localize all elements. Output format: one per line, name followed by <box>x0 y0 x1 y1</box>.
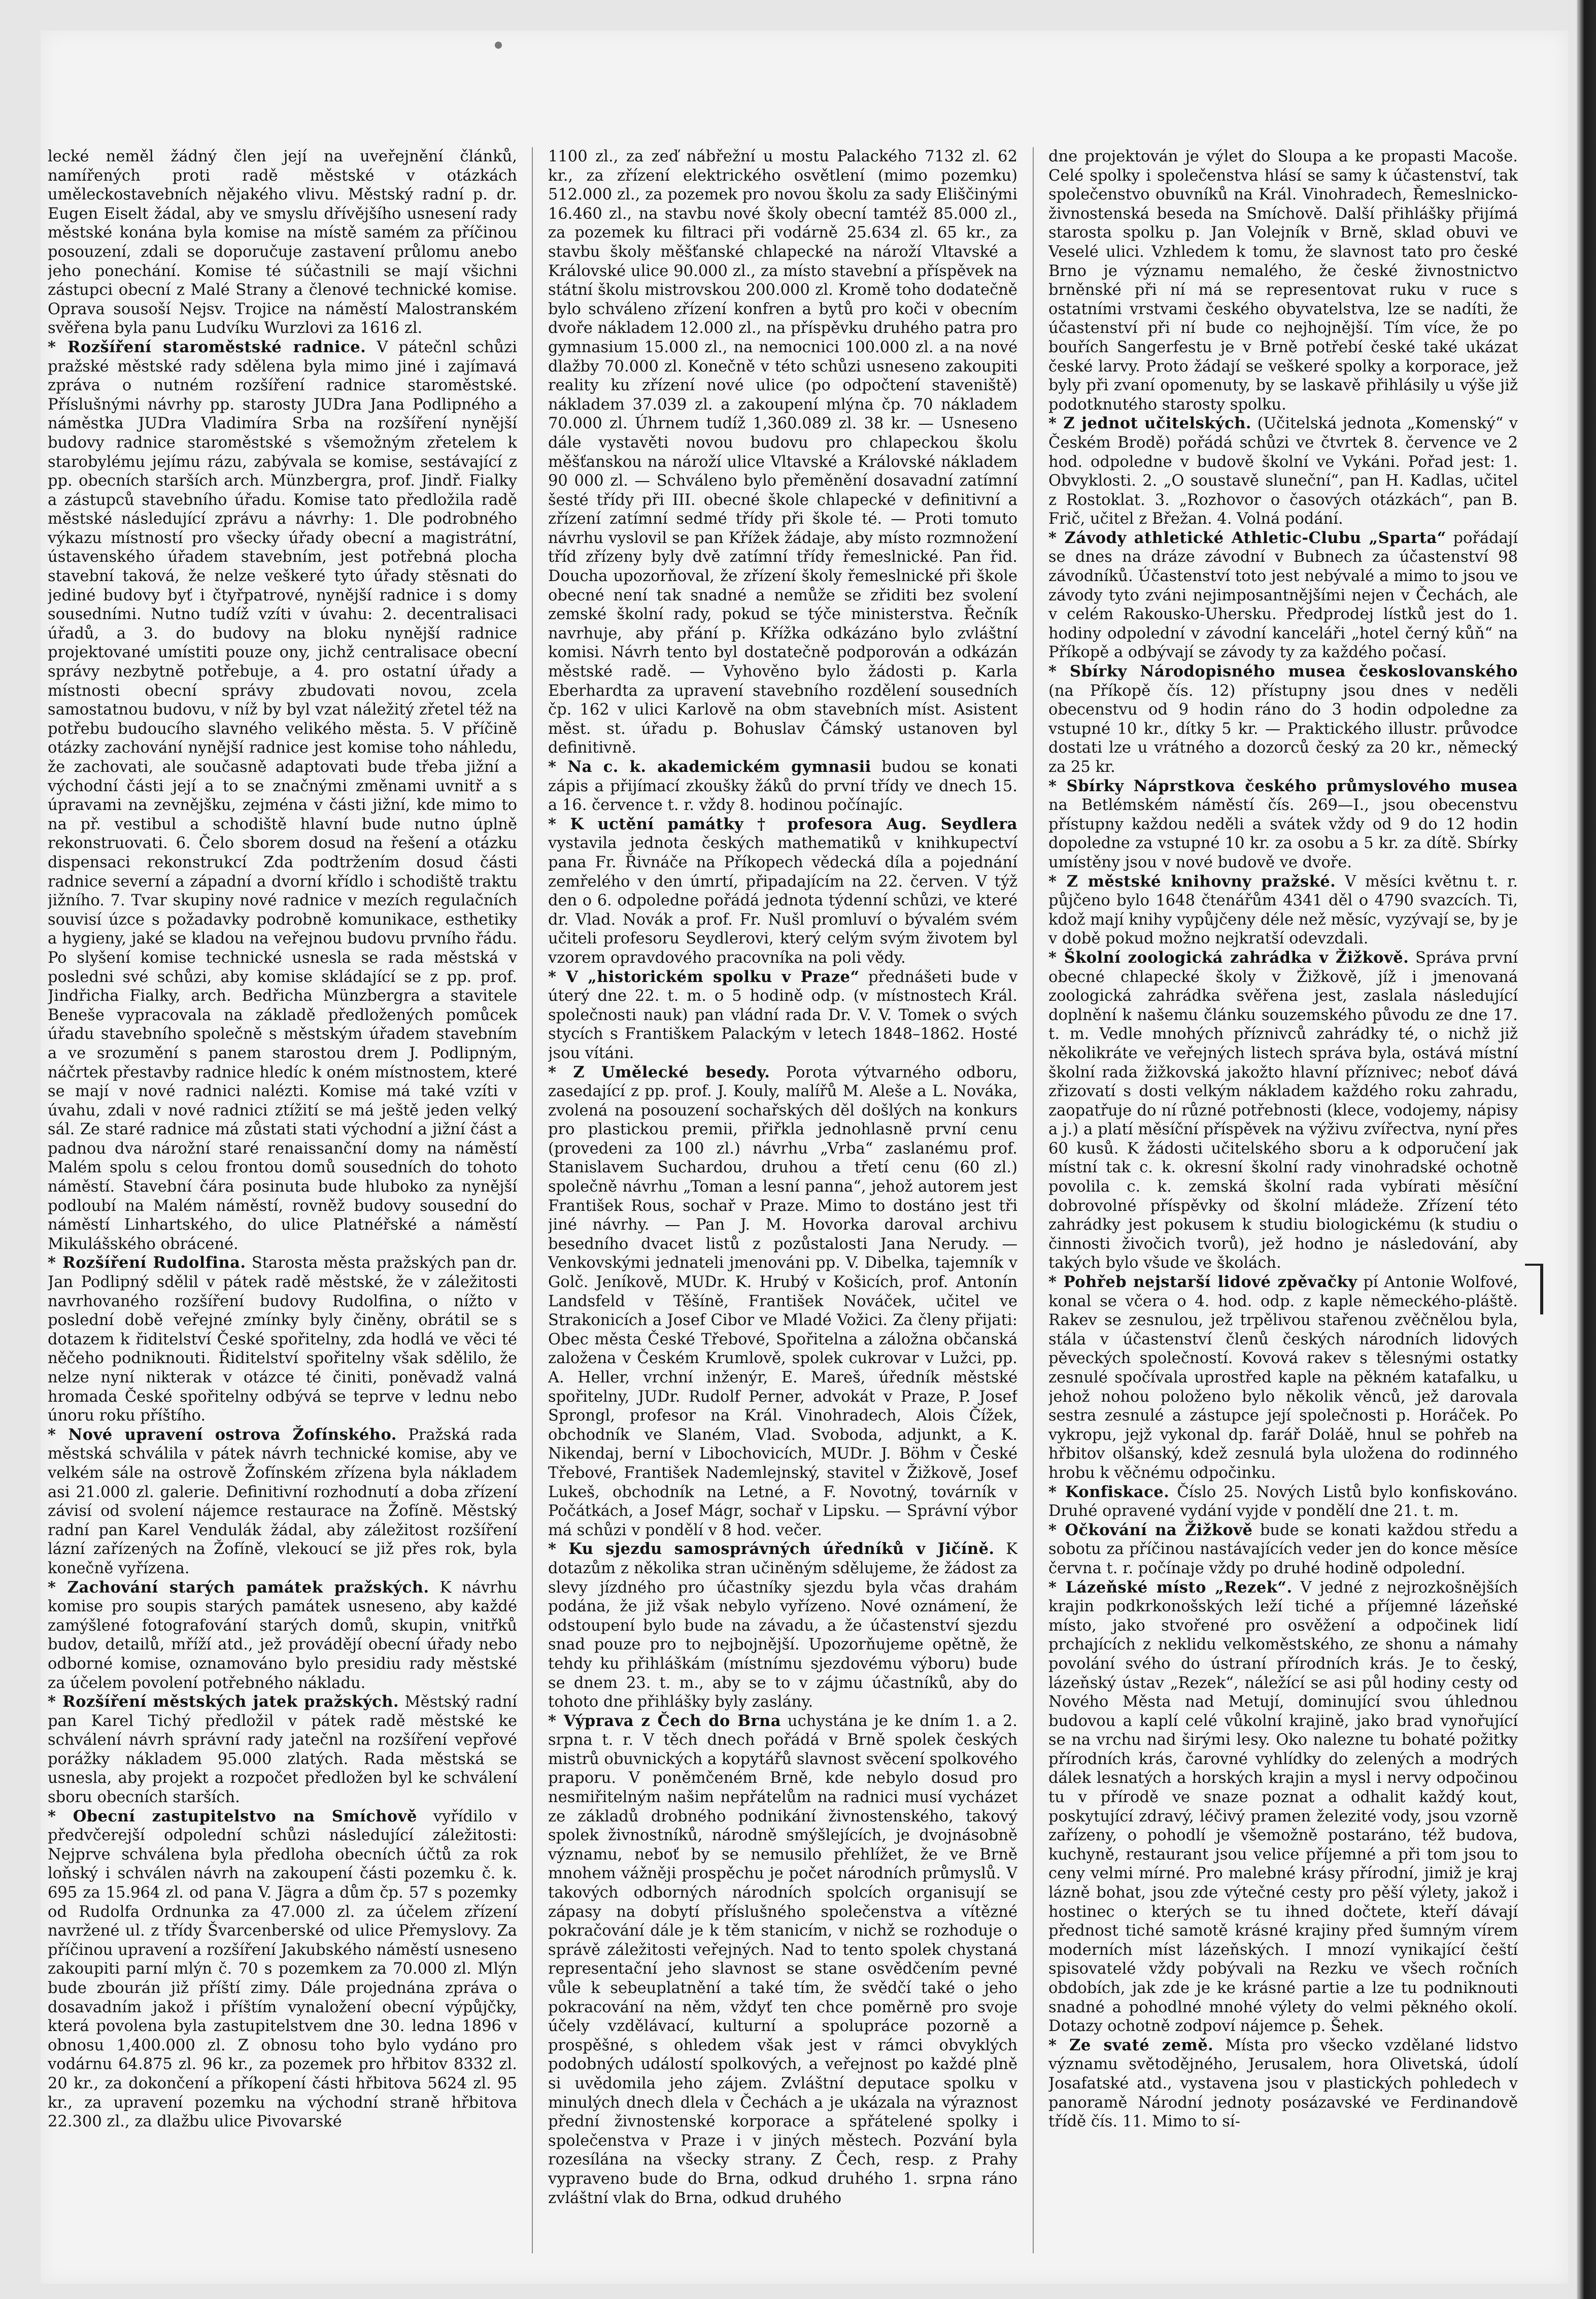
section-heading: * Pohřeb nejstarší lidové zpěvačky <box>1048 1273 1357 1292</box>
paragraph <box>48 1578 517 1693</box>
paragraph-text: V jedné z nejrozkošnějších krajin podkrkonošských leží tiché a příjemné lázeňské místo, jako stvořené pro osvěžení a odpočinek lidí prchajících z neklidu velkoměstského, ze shonu a námahy povolání svého do ústraní přírodních krás. Je to český, lázeňský ústav „Rezek“, náležící se asi půl hodiny cesty od Nového Města nad Metují, dominující svou úhlednou budovou a kaplí celé vůkolní krajině, jako brad vynořující se na vrchu nad širými lesy. Oko nalezne tu bohaté požitky přírodních krás, čarovné vyhlídky do zelených a modrých dálek lesnatých a horských krajin a mysl i nervy odpočinou tu v přírodě ve snaze poznat a odhalit každý kout, poskytující zdravý, léčivý pramen železité vody, jsou vzorně zařízeny, o pohodlí je všemožně postaráno, též budova, kuchyně, restaurant jsou velice příjemné a při tom jsou to ceny velmi mírné. Pro malebné krásy přírodní, jimiž je kraj lázně bohat, jsou zde výtečné cesty pro pěší výlety, jakož i hostinec o kterých se tu ihned dočtete, kteří dávají přednost tiché samotě krásné krajiny před šumným vírem moderních míst lázeňských. I mnozí vynikající čeští spisovatelé vždy pobývali na Rezku ve všech ročních obdobích, jak zde je ke krásné partie a lze tu podniknouti snadné a pohodlné mnohé výlety do velmi pěkného okolí. Dotazy ochotně zodpoví nájemce p. Šehek. <box>1048 1578 1518 2036</box>
section-heading: * Obecní zastupitelstvo na Smíchově <box>48 1807 417 1825</box>
paragraph-text: V pátečnl schůzi pražské městské rady sdělena byla mimo jiné i zajímavá zpráva o nutném rozšíření radnice staroměstské. Příslušnými návrhy pp. starosty JUDra Jana Podlipného a náměstka JUDra Vladimíra Srba na rozšíření nynější budovy radnice staroměstské s všemožným zřetelem k starobylému jejímu rázu, zabývala se komise, sestávající z pp. obecních starších arch. Münzbergra, prof. Jindř. Fialky a zástupců stavebního úřadu. Komise tato předložila radě městské následující zprávu a návrhy: 1. Dle podrobného výkazu místností pro všecky úřady obecní a magistrátní, ústavenského úřadem stavebním, jest potřebná plocha stavební taková, že nelze veškeré tyto úřady stěsnati do jediné budovy byť i čtyřpatrové, nynější radnice i s domy sousedními. Nutno tudíž vzíti v úvahu: 2. decentralisaci úřadů, a 3. do budovy na bloku nynější radnice projektované umístiti pouze ony, jichž centralisace obecní správy nezbytně potřebuje, a 4. pro ostatní úřady a místnosti obecní správy zbudovati novou, zcela samostatnou budovu, v níž by byl vzat náležitý zřetel též na potřebu budoucího slavného velikého města. 5. V příčině otázky zachování nynější radnice jest komise toho náhledu, že zachovati, ale současně adaptovati bude třeba jižní a východní části její a to se značnými změnami uvnitř a s úpravami na zevnějšku, zejména v části jižní, kde mimo to na př. vestibul a schodiště hlavní bude nutno úplně rekonstruovati. 6. Čelo sborem dosud na řešení a otázku dispensaci rekonstrukcí Zda podtržením dosud části radnice severní a západní a dvorní křídlo i schodiště traktu jižního. 7. Tvar skupiny nové radnice v mezích regulačních souvisí úzce s požadavky podrobně komunikace, esthetiky a hygieny, jaké se kladou na veřejnou budovu prvního řádu. Po slyšení komise technické usnesla se rada městská v posledni své schůzi, aby komise skládající se z pp. prof. Jindřicha Fialky, arch. Bedřicha Münzbergra a stavitele Beneše vypracovala na základě předložených pomůcek úřadu stavebního společně s městským úřadem stavebním a ve srozumění s panem starostou drem J. Podlipným, náčrtek přestavby radnice hledíc k oném místnostem, které se mají v nové radnici nalézti. Komise má také vzíti v úvahu, zdali v nové radnici ztížití se má ještě jeden velký sál. Ze staré radnice má zůstati stati východní a jižní část a padnou dva nárožní staré renaissanční domy na náměstí Malém spolu s celou frontou domů sousedních do tohoto náměstí. Stavební čára posinuta bude hluboko za nynější podloubí na Malém náměstí, rovněž budovy sousední do náměstí Linhartského, do ulice Platnéřské a náměstí Mikulášského obrácené. <box>48 338 517 1253</box>
section-heading: * V „historickém spolku v Praze“ <box>548 967 860 986</box>
paragraph <box>548 1063 1017 1540</box>
paragraph-text: dne projektován je výlet do Sloupa a ke propasti Macoše. Celé spolky i společenstva hlásí se samy k účastenství, tak společenstvo obuvníků na Král. Vinohradech, Řemeslnicko-živnostenská beseda na Smíchově. Další přihlášky přijímá starosta spolku p. Jan Volejník v Brně, sklad obuvi ve Veselé ulici. Vzhledem k tomu, že slavnost tato pro české Brno je významu nemalého, že české živnostnictvo brněnské při ní má se representovat ruku v ruce s ostatními vrstvami českého obyvatelstva, lze se nadíti, že účastenství při ní bude co nejhojnější. Tím více, že po bouřích Sangerfestu je v Brně potřebí české také ukázat české larvy. Proto žádají se veškeré spolky a korporace, jež byly při zvaní opomenuty, by se laskavě přihlásily u výše již podotknutého starosty spolku. <box>1048 148 1518 414</box>
section-heading: * Lázeňské místo „Rezek“. <box>1048 1578 1293 1597</box>
section-heading: * K uctění památky † profesora Aug. Seydlera <box>548 815 1017 833</box>
paragraph <box>1048 949 1518 1273</box>
section-heading: * Z městské knihovny pražské. <box>1048 872 1336 891</box>
paragraph <box>48 1693 517 1807</box>
section-heading: * Sbírky Náprstkova českého průmyslového musea <box>1048 776 1518 795</box>
section-heading: * Zachování starých památek pražských. <box>48 1578 429 1597</box>
section-heading: * Sbírky Národopisného musea českoslovanského <box>1048 662 1518 681</box>
section-heading: * Rozšíření městských jatek pražských. <box>48 1693 399 1711</box>
column-rule <box>1033 147 1034 2253</box>
paragraph-text: Správa první obecné chlapecké školy v Žižkově, jíž i jmenovaná zoologická zahrádka svěřena jest, zaslala následující doplnění k našemu článku souzemského původu ze dne 17. t. m. Vedle mnohých příznivců zahrádky té, o nichž již několikráte ve veřejných listech správa byla, ostává místní školní rada žižkovská jakožto hlavní příznivec; neboť dává zřizovatí s dosti velkým nákladem každého roku zahradu, zaopatřuje do ní různé potřebnosti (klece, vodojemy, nápisy a j.) a platí měsíční příspěvek na výživu zvířectva, nyní přes 60 kusů. K žádosti učitelského sboru a k odporučení jak místní tak c. k. okresní školní rady vinohradské ochotně povolila c. k. zemská školní rada vybírati měsíční dobrovolné příspěvky od školní mládeže. Zřízení této zahrádky jest pokusem k studiu biologickému (k studiu o činnosti živočich tvorů), jež hodno je následování, aby takých bylo všude ve školách. <box>1048 949 1518 1272</box>
section-heading: * Konfiskace. <box>1048 1482 1170 1501</box>
newspaper-page <box>41 30 1568 2284</box>
paragraph <box>1048 872 1518 949</box>
paragraph-text: na Betlémském náměstí čís. 269—I., jsou obecenstvu přístupny každou neděli a svátek vždy od 9 do 12 hodin dopoledne za vstupné 10 kr. za osobu a 5 kr. za dítě. Sbírky umístěny jsou v nové budově ve dvoře. <box>1048 796 1518 871</box>
section-heading: * Nové upravení ostrova Žofínského. <box>48 1425 397 1444</box>
paragraph-text: uchystána je ke dním 1. a 2. srpna t. r. V těch dnech pořádá v Brně spolek českých mistrů obuvnických a kopytářů slavnost svěcení spolkového praporu. V poněmčeném Brně, kde nebylo dosud pro nesmiřitelným našim nepřátelům na radnici musí vycházet ze základů drobného podnikání živnostenského, takový spolek živnostníků, národně smýšlejících, je dvojnásobně významu, neboť by se nemusilo přehlížet, že ve Brně mnohem vážněji prospěchu je počet národních průmyslů. V takových odborných národních spolcích organisují se zápasy na dobytí příslušného společenstva a vítězné pokračování dále je k těm stanicím, v nichž se rozhoduje o správě záležitosti veřejných. Nad to tento spolek chystaná representační jeho slavnost se stane osvědčením pevné vůle k sebeuplatnění a také tím, že svědčí také o jeho pokracování na něm, vždyť ten chce poměrně pro svoje účely vzdělávací, kulturní a spolupráce pozorně a prospěšné, s ohledem však jest v rámci obvyklých podobných událostí spolkových, a veřejnost po každé plně si uvědomila jeho zájem. Zvláštní deputace spolku v minulých dnech dlela v Čechách a je ukázala na výraznost přední živnostenské korporace a spřátelené spolky i společenstva v Praze i v jiných městech. Pozvání byla rozesílána na všecky strany. Z Čech, resp. z Prahy vypraveno bude do Brna, odkud druhého 1. srpna ráno zvláštní vlak do Brna, odkud druhého <box>548 1712 1017 2207</box>
paragraph <box>48 147 517 338</box>
margin-bracket-tip <box>1525 1264 1543 1266</box>
paragraph-text: bude se konati každou středu a sobotu za příčinou nastávajících veder jen do konce měsíce června t. r. počínaje vždy po druhé hodině odpolední. <box>1048 1521 1518 1577</box>
page-edge-shadow <box>1577 0 1596 2299</box>
paragraph-text: 1100 zl., za zeď nábřežní u mostu Palackého 7132 zl. 62 kr., za zřízení elektrického osvětlení (mimo pozemku) 512.000 zl., za pozemek pro novou školu za sady Eliščinými 16.460 zl., na stavbu nové školy obecní tamtéž 85.000 zl., za pozemek ku filtraci při vodárně 25.634 zl. 65 kr., za stavbu školy měšťanské chlapecké na nároží Vltavské a Královské ulice 90.000 zl., za místo stavební a příspěvek na státní školu mistrovskou 200.000 zl. Kromě toho dodatečně bylo schváleno zřízení konfren a bytů pro koči v obecním dvoře nákladem 12.000 zl., na příspěvku druhého patra pro gymnasium 15.000 zl., na nemocnici 100.000 zl. a na nové dlažby 70.000 zl. Konečně v této schůzi usneseno zakoupiti reality ku zřízení nové ulice (po odpočtení staveniště) nákladem 37.039 zl. a zakoupení mlýna čp. 70 nákladem 70.000 zl. Úhrnem tudíž 1,360.089 zl. 38 kr. — Usneseno dále vystavěti novou budovu pro chlapeckou školu měšťanskou na nároží ulice Vltavské a Královské nákladem 90 000 zl. — Schváleno bylo přeměnění dosavadní zatímní šesté třídy při III. obecné škole chlapecké v definitivní a zřízení zatímní sedmé třídy při škole té. — Proti tomuto návrhu vyslovil se pan Křížek žádaje, aby místo rozmnožení tříd zřízeny byly dvě zatímní třídy řemeslnické. Pan řid. Doucha upozorňoval, že zřízení školy řemeslnické při škole obecné není tak snadné a nemůže se zřiditi bez svolení zemské školní rady, pokud se týče ministerstva. Řečník navrhuje, aby přání p. Křížka odkázáno bylo zvláštní komisi. Návrh tento byl dostatečně podporován a odkázán městské radě. — Vyhověno bylo žádosti p. Karla Eberhardta za upravení stavebního rozdělení sousedních čp. 162 v ulici Karlově na obm stavebních míst. Asistent měst. st. úřadu p. Bohuslav Čámský ustanoven byl definitivně. <box>548 148 1017 757</box>
section-heading: * Ze svaté země. <box>1048 2036 1214 2054</box>
paragraph-text: přednášeti bude v úterý dne 22. t. m. o 5 hodině odp. (v místnostech Král. společnosti nauk) pan vládní rada Dr. V. V. Tomek o svých stycích s Františkem Palackým v letech 1848–1862. Hosté jsou vítáni. <box>548 968 1017 1062</box>
section-heading: * Výprava z Čech do Brna <box>548 1711 781 1730</box>
paragraph <box>548 968 1017 1063</box>
paragraph-text: V měsíci květnu t. r. půjčeno bylo 1648 čtenářům 4341 děl o 4790 svazcích. Ti, kdož mají knihy vypůjčeny déle než měsíc, vyzývají se, by je v době pokud možno nejkratší odevzdali. <box>1048 872 1518 948</box>
column-rule <box>532 147 533 2253</box>
section-heading: * Z jednot učitelských. <box>1048 414 1251 433</box>
paragraph-text: (na Příkopě čís. 12) přístupny jsou dnes v neděli obecenstvu od 9 hodin ráno do 3 hodin odpoledne za vstupné 10 kr., dítky 5 kr. — Praktického illustr. průvodce dostati lze u vrátného a dozorců český za 20 kr., německý za 25 kr. <box>1048 682 1518 776</box>
paragraph <box>1048 147 1518 414</box>
paragraph <box>48 1426 517 1578</box>
article-column-3 <box>1048 147 1518 2258</box>
section-heading: * Rozšíření Rudolfina. <box>48 1254 246 1272</box>
paragraph-text: pořádají se dnes na dráze závodní v Bubnech za účastenství 98 závodníků. Účastenství toto jest nebývalé a mimo to jsou ve závody tyto zváni nejimposantnějšími nejen v Čechách, ale v celém Rakousko-Uhersku. Předprodej lístků jest do 1. hodiny odpolední v závodní kanceláři „hotel černý kůň“ na Příkopě a odbývají se závody ty za každého počasí. <box>1048 529 1518 662</box>
paragraph <box>1048 662 1518 777</box>
paragraph-text: Starosta města pražských pan dr. Jan Podlipný sdělil v pátek radě městské, že v záležitosti navrhovaného rozšíření budovy Rudolfina, o nížto v poslední době veřejné zmínky byly činěny, obrátil se s dotazem k řiditelství České spořitelny, zda hodlá ve věci té něčeho podniknouti. Řiditelství spořitelny však sdělilo, že nelze nyní nikterak v otázce té činiti, poněvadž valná hromada České spořitelny odbývá se teprve v lednu nebo únoru roku příštího. <box>48 1254 517 1425</box>
paragraph <box>1048 1273 1518 1483</box>
paragraph <box>1048 529 1518 662</box>
paragraph <box>1048 1578 1518 2036</box>
section-heading: * Očkování na Žižkově <box>1048 1520 1253 1539</box>
article-column-1 <box>48 147 517 2258</box>
article-column-2 <box>548 147 1017 2258</box>
paragraph-text: vyřídilo v předvčerejší odpolední schůzi následující záležitosti: Nejprve schválena byla předloha obecních účtů za rok loňský i schválen návrh na zakoupení části pozemku č. k. 695 za 15.964 zl. od pana V. Jägra a dům čp. 57 s pozemky od Rudolfa Ordnunka za 47.000 zl. za účelem zřízení navržené ul. z třídy Švarcenberské od ulice Přemyslovy. Za příčinou upravení a rozšíření Jakubského náměstí usneseno zakoupiti parní mlýn č. 70 s pozemkem za 70.000 zl. Mlýn bude zbourán již příští zimy. Dále projednána zpráva o dosavadním jakož i příštím vynaložení obecní výpůjčky, která povolena byla zastupitelstvem dne 30. ledna 1896 v obnosu 1,400.000 zl. Z obnosu toho bylo vydáno pro vodárnu 64.875 zl. 96 kr., za pozemek pro hřbitov 8332 zl. 20 kr., za dokončení a příkopení části hřbitova 5624 zl. 95 kr., za upravení pozemku na východní straně hřbitova 22.300 zl., za dlažbu ulice Pivovarské <box>48 1807 517 2131</box>
paragraph-text: budou se konati zápis a přijímací zkoušky žáků do první třídy ve dnech 15. a 16. července t. r. vždy 8. hodinou počínajíc. <box>548 758 1017 815</box>
section-heading: * Rozšíření staroměstské radnice. <box>48 337 366 356</box>
paragraph-text: Číslo 25. Nových Listů bylo konfiskováno. Druhé opravené vydání vyjde v pondělí dne 21. t. m. <box>1048 1483 1518 1520</box>
paragraph-text: (Učitelská jednota „Komenský“ v Českém Brodě) pořádá schůzi ve čtvrtek 8. července ve 2 hod. odpoledne v budově školní ve Vykáni. Pořad jest: 1. Obvyklosti. 2. „O soustavě sluneční“, pan H. Kadlas, učitel z Rostoklat. 3. „Rozhovor o časových otázkách“, pan B. Frič, učitel z Břežan. 4. Volná podání. <box>1048 415 1518 528</box>
paragraph <box>548 1540 1017 1711</box>
paragraph-text: Pražská rada městská schválila v pátek návrh technické komise, aby ve velkém sále na ostrově Žofínském zřízena byla nákladem asi 21.000 zl. galerie. Definitivní rozhodnutí a doba zřízení závisí od svolení nájemce restaurace na Žofíně. Městský radní pan Karel Vendulák žádal, aby záležitost rozšíření lázní zařízených na Žofíně, vlekoucí se již přes rok, byla konečně vyřízena. <box>48 1426 517 1577</box>
section-heading: * Ku sjezdu samosprávných úředníků v Jičíně. <box>548 1540 995 1559</box>
paragraph <box>1048 414 1518 529</box>
section-heading: * Závody athletické Athletic-Clubu „Sparta“ <box>1048 528 1446 547</box>
paragraph <box>1048 1483 1518 1521</box>
paragraph-text: lecké neměl žádný člen její na uveřejnění článků, namířených proti radě městské v otázkách uměleckostavebních nějakého vlivu. Městský radní p. dr. Eugen Eiselt žádal, aby ve smyslu dřívějšího usnesení rady městské konána byla komise na místě samém za příčinou posouzení, zdali se doporučuje zastavení průlomu anebo jeho ponechání. Komise té súčastnili se mají všichni zástupci obecní z Malé Strany a členové technické komise. Oprava sousoší Nejsv. Trojice na náměstí Malostranském svěřena byla panu Ludvíku Wurzlovi za 1616 zl. <box>48 148 517 337</box>
paragraph <box>1048 1521 1518 1578</box>
paragraph <box>1048 777 1518 872</box>
paragraph <box>548 758 1017 815</box>
paragraph-text: pí Antonie Wolfové, konal se včera o 4. hod. odp. z kaple německého-pláště. Rakev se zesnulou, jež trpělivou stařenou zvěčnělou byla, stála v účastenství členů českých národních lidových pěveckých společností. Kovová rakev s tělesnými ostatky zesnulé spočívala uprostřed kaple na pěkném katafalku, u jehož nohou položeno bylo několik věnců, jež darovala sestra zesnulé a zástupce její společnosti p. Horáček. Po vykropu, jejž vykonal dp. farář Doláě, hnul se pohřeb na hřbitov olšanský, kdež zesnulá byla uložena do rodinného hrobu k věčnému odpočinku. <box>1048 1273 1518 1482</box>
paragraph-text: K návrhu komise pro soupis starých památek usneseno, aby každé zamýšlené fotografování starých domů, skupin, vnitřků budov, detailů, mříží atd., jež provádějí obecní úřady nebo odborné komise, oznamováno bylo presidiu rady městské za účelem povolení potřebného nákladu. <box>48 1578 517 1692</box>
paragraph <box>548 815 1017 968</box>
paragraph <box>48 1807 517 2132</box>
paragraph-text: Městský radní pan Karel Tichý předložil v pátek radě městské ke schválení návrh správní rady jatečnl na rozšíření vepřové porážky nákladem 95.000 zlatých. Rada městská se usnesla, aby projekt a rozpočet předložen byl ke schválení sboru obecních starších. <box>48 1693 517 1807</box>
printing-mark <box>495 42 502 49</box>
paragraph-text: Porota výtvarného odboru, zasedající z pp. prof. J. Kouly, malířů M. Aleše a L. Nováka, zvolená na posouzení sochařských děl došlých na konkurs pro plastickou premii, přiřkla jednohlasně první cenu (provedeni za 100 zl.) návrhu „Vrba“ zaslanému prof. Stanislavem Suchardou, druhou a třetí cenu (60 zl.) společně návrhu „Toman a lesní panna“, jehož autorem jest František Rous, sochař v Praze. Mimo to dostáno jest tři jiné návrhy. — Pan J. M. Hovorka daroval archivu besedního dvacet listů z pozůstalosti Jana Nerudy. — Venkovskými jednateli jmenováni pp. V. Dibelka, tajemník v Golč. Jeníkově, MUDr. K. Hrubý v Košicích, prof. Antonín Landsfeld v Těšíně, František Nováček, učitel ve Strakonicích a Josef Cibor ve Mladé Vožici. Za členy přijati: Obec města České Třebové, Spořitelna a záložna občanská založena v Českém Krumlově, spolek cukrovar v Lužci, pp. A. Heller, vrchní inženýr, E. Mareš, úředník městské spořitelny, JUDr. Rudolf Perner, advokát v Praze, P. Josef Sprongl, profesor na Král. Vinohradech, Alois Čížek, obchodník ve Slaném, Vlad. Svoboda, adjunkt, a K. Nikendaj, berní v Libochovicích, MUDr. J. Böhm v České Třebové, František Nademlejnský, stavitel v Žižkově, Josef Lukeš, obchodník na Letné, a F. Novotný, továrník v Počátkách, a Josef Mágr, sochař v Lipsku. — Správní výbor má schůzi v pondělí v 8 hod. večer. <box>548 1063 1017 1539</box>
paragraph <box>548 147 1017 758</box>
section-heading: * Školní zoologická zahrádka v Žižkově. <box>1048 948 1409 967</box>
section-heading: * Na c. k. akademickém gymnasii <box>548 758 871 776</box>
section-heading: * Z Umělecké besedy. <box>548 1063 770 1081</box>
paragraph <box>548 1712 1017 2208</box>
paragraph <box>48 338 517 1254</box>
paragraph-text: vystavila jednota českých mathematiků v knihkupectví pana Fr. Řivnáče na Příkopech vědecká díla a pojednání zemřelého v den úmrtí, připadajícím na 22. červen. V týž den o 6. odpoledne pořádá jednota týdenní schůzi, ve které dr. Vlad. Novák a prof. Fr. Nušl promluví o bývalém svém učiteli profesoru Seydlerovi, který celým svým životem byl vzorem opravdového pracovníka na poli vědy. <box>548 834 1017 967</box>
paragraph-text: Místa pro všecko vzdělané lidstvo významu světodějného, Jerusalem, hora Olivetská, údolí Josafatské atd., vystavena jsou v plastických pohledech v panoramě Národní jednoty posázavské ve Ferdinandově třídě čís. 11. Mimo to sí- <box>1048 2036 1518 2131</box>
paragraph-text: K dotazům z několika stran učiněným sdělujeme, že žádost za slevy jízdného pro účastníky sjezdu byla včas drahám podána, že již však nebylo vyřízeno. Nové oznámení, že odstoupení bylo bude na závadu, a že účastenství sjezdu snad pouze pro to nejbojnější. Upozorňujeme opětně, že tehdy ku přihláškám (místnímu sjezdovému výboru) bude se dnem 23. t. m., aby se to v zájmu účastníků, aby do tohoto dne přihlášky byly zaslány. <box>548 1540 1017 1711</box>
paragraph <box>1048 2036 1518 2132</box>
paragraph <box>48 1254 517 1425</box>
margin-bracket-mark <box>1540 1264 1543 1314</box>
